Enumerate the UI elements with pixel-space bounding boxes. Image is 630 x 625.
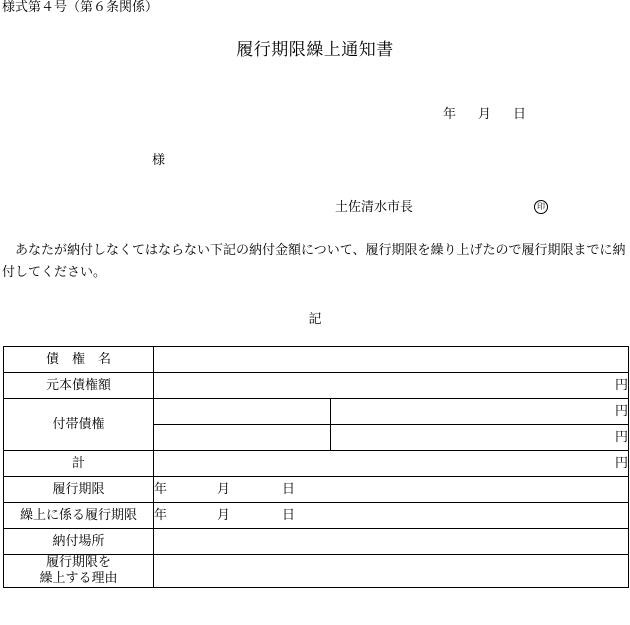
new-deadline-year: 年 [154, 507, 168, 523]
total-label: 計 [4, 451, 154, 477]
table-row-payment-place [4, 529, 629, 555]
reason-label [4, 555, 154, 588]
ki-heading: 記 [308, 312, 322, 327]
incidental-label: 付帯債権 [4, 399, 154, 451]
notice-table [3, 346, 629, 588]
new-deadline-date [154, 503, 629, 529]
deadline-month: 月 [217, 481, 231, 497]
table-row-total [4, 451, 629, 477]
addressee-suffix: 様 [152, 153, 166, 168]
deadline-year: 年 [154, 481, 168, 497]
payment-place-value [154, 529, 629, 555]
new-deadline-label: 繰上に係る履行期限 [4, 503, 154, 529]
incidental-2-name [154, 425, 331, 451]
debt-name-label: 債 権 名 [4, 347, 154, 373]
issuer-name: 土佐清水市長 [335, 200, 414, 215]
table-row-principal [4, 373, 629, 399]
reason-value [154, 555, 629, 588]
reason-label-line1: 履行期限を [45, 555, 111, 570]
table-row-new-deadline [4, 503, 629, 529]
table-row-debt-name [4, 347, 629, 373]
issue-date [443, 107, 526, 123]
new-deadline-month: 月 [217, 507, 231, 523]
table-row-incidental-1 [4, 399, 629, 425]
principal-label: 元本債権額 [4, 373, 154, 399]
notice-body: あなたが納付しなくてはならない下記の納付金額について、履行期限を繰り上げたので履行期限までに納付してください。 [2, 243, 626, 280]
new-deadline-day: 日 [282, 507, 296, 523]
total-yen: 円 [154, 451, 629, 477]
table-row-reason [4, 555, 629, 588]
incidental-2-yen: 円 [331, 425, 629, 451]
table-row-deadline [4, 477, 629, 503]
issue-date-year: 年 [443, 107, 457, 122]
principal-yen: 円 [154, 373, 629, 399]
document-title: 履行期限繰上通知書 [236, 40, 394, 60]
issue-date-month: 月 [478, 107, 492, 122]
reason-label-line2: 繰上する理由 [39, 571, 118, 586]
deadline-date [154, 477, 629, 503]
payment-place-label: 納付場所 [4, 529, 154, 555]
issue-date-day: 日 [513, 107, 527, 122]
incidental-1-yen: 円 [331, 399, 629, 425]
seal-icon: 印 [534, 200, 548, 214]
deadline-label: 履行期限 [4, 477, 154, 503]
debt-name-value [154, 347, 629, 373]
form-number: 様式第４号（第６条関係） [2, 0, 159, 15]
incidental-1-name [154, 399, 331, 425]
deadline-day: 日 [282, 481, 296, 497]
